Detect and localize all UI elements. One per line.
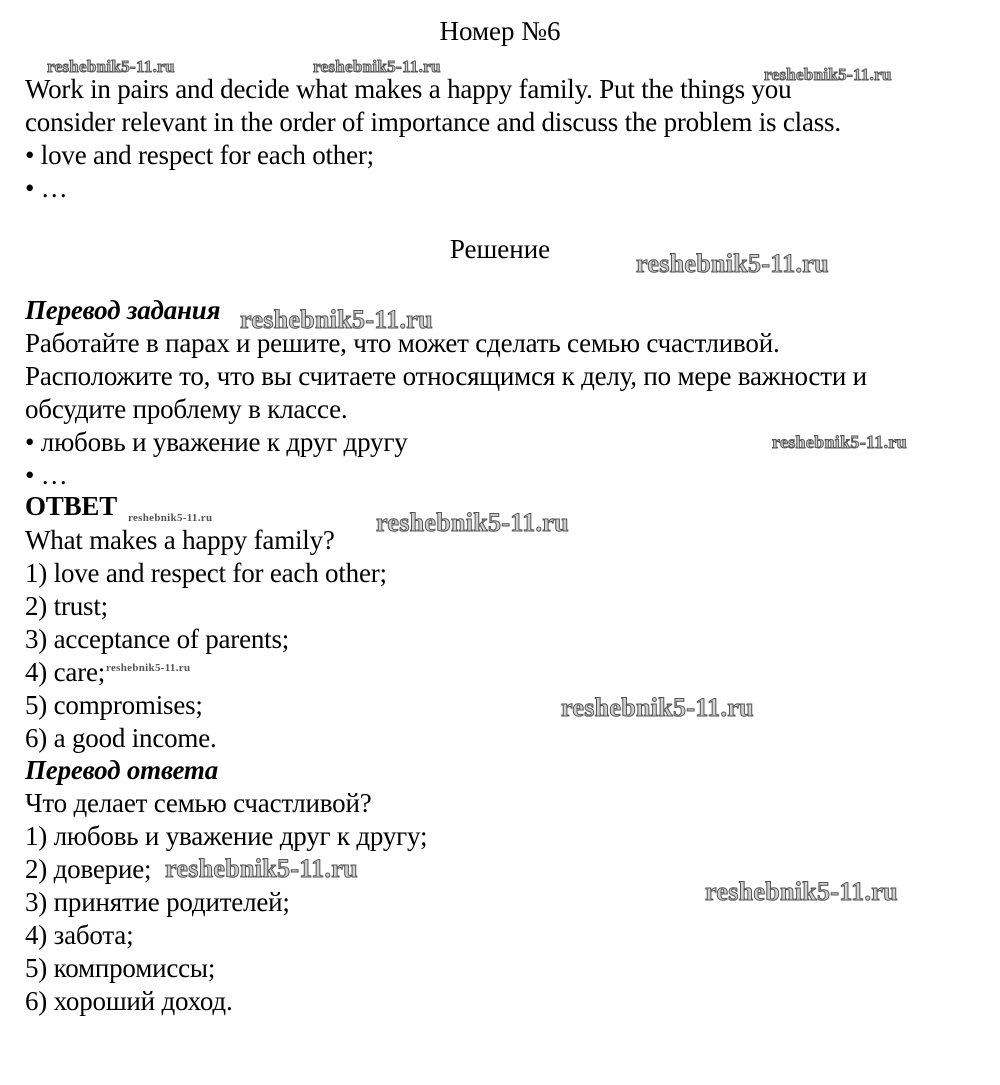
watermark: reshebnik5-11.ru [165,854,358,883]
watermark: reshebnik5-11.ru [106,662,191,674]
solution-title: Решение [449,234,551,264]
task-bullet-2: • … [25,173,68,203]
answer-translation-item: 3) принятие родителей; [25,887,290,917]
page-title: Номер №6 [439,16,561,46]
answer-translation-item: 5) компромиссы; [25,953,216,983]
answer-translation-heading: Перевод ответа [25,755,219,785]
answer-item: 5) compromises; [25,690,203,720]
translation-line-2: Расположите то, что вы считаете относящимся к делу, по мере важности и [25,361,867,391]
translation-line-3: обсудите проблему в классе. [25,394,348,424]
translation-heading: Перевод задания [25,295,221,325]
watermark: reshebnik5-11.ru [376,508,569,537]
watermark: reshebnik5-11.ru [764,65,892,84]
watermark: reshebnik5-11.ru [705,877,898,906]
watermark: reshebnik5-11.ru [561,693,754,722]
translation-bullet-1: • любовь и уважение к друг другу [25,427,408,457]
answer-heading: ОТВЕТ [25,491,118,521]
watermark: reshebnik5-11.ru [772,432,907,452]
watermark: reshebnik5-11.ru [47,57,175,76]
answer-item: 3) acceptance of parents; [25,624,290,654]
answer-translation-item: 2) доверие; [25,854,152,884]
answer-item: 1) love and respect for each other; [25,558,387,588]
task-bullet-1: • love and respect for each other; [25,140,374,170]
translation-line-1: Работайте в парах и решите, что может сделать семью счастливой. [25,328,780,358]
watermark: reshebnik5-11.ru [636,249,829,278]
translation-bullet-2: • … [25,460,68,490]
answer-question: What makes a happy family? [25,525,335,555]
watermark: reshebnik5-11.ru [240,305,433,334]
answer-translation-item: 1) любовь и уважение друг к другу; [25,821,428,851]
answer-item: 6) a good income. [25,723,217,753]
watermark: reshebnik5-11.ru [128,512,213,524]
answer-translation-question: Что делает семью счастливой? [25,788,372,818]
answer-item: 2) trust; [25,591,108,621]
answer-translation-item: 6) хороший доход. [25,986,233,1016]
watermark: reshebnik5-11.ru [313,57,441,76]
task-line-1: Work in pairs and decide what makes a happy family. Put the things you [25,74,792,104]
answer-item: 4) care; [25,657,106,687]
task-line-2: consider relevant in the order of importance and discuss the problem is class. [25,107,841,137]
answer-translation-item: 4) забота; [25,920,134,950]
